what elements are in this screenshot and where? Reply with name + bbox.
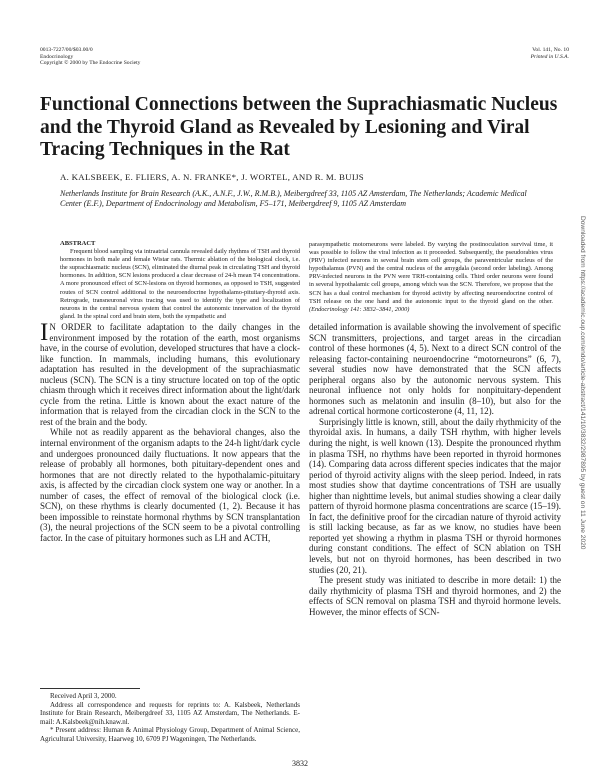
journal-name: Endocrinology bbox=[40, 53, 74, 60]
intro-paragraph-2: While not as readily apparent as the behavioral changes, also the internal environment of the organism adapts to the 24-h light/dark cycle and undergoes pronounced daily fluctuations. It now appears that the release of probably all hormones, both pituitary-dependent ones and hormones that are not directly related to the hypothalamic-pituitary axis, is affected by the circadian clock system one way or another. In a number of cases, the effect of removal of the biological clock (i.e. SCN), on these rhythms is clearly documented (1, 2). Because it has been impossible to reinstate hormonal rhythms by SCN transplantation (3), the neural projections of the SCN seem to be a pivotal controlling factor. In the case of pituitary hormones such as LH and ACTH, bbox=[40, 427, 300, 543]
printed-line: Printed in U.S.A. bbox=[530, 53, 569, 60]
affiliation: Netherlands Institute for Brain Research (A.K., A.N.F., J.W., R.M.B.), Meibergdreef 33, 1105 AZ Amsterdam, The Netherlands; Academic Medical Center (E.F.), Department of Endocrinology and Metabolism, F5–171, Meibergdreef 9, 1105 AZ Amsterdam bbox=[60, 189, 527, 209]
footnote-rule bbox=[40, 688, 140, 689]
page-number: 3832 bbox=[292, 759, 308, 768]
intro-paragraph-1: I N ORDER to facilitate adaptation to the daily changes in the environment imposed by the rotation of the earth, most organisms have, in the course of evolution, developed structures that have a clock-like function. In mammals, including humans, this evolutionary adaptation has resulted in the development of the suprachiasmatic nucleus (SCN). The SCN is a tiny structure located on top of the optic chiasm through which it receives direct information about the light/dark cycle from the retina. Little is known about the exact nature of the information that is relayed from the circadian clock in the SCN to the rest of the brain and the body. bbox=[40, 319, 300, 427]
footnote-present-address: * Present address: Human & Animal Physiology Group, Department of Animal Science, Agricultural University, Haarweg 10, 6709 PJ Wageningen, The Netherlands. bbox=[40, 726, 300, 743]
abstract-text-left: Frequent blood sampling via intraatrial cannula revealed daily rhythms of TSH and thyroid hormones in both male and female Wistar rats. Thermic ablation of the biological clock, i.e. the suprachiasmatic nucleus (SCN), eliminated the diurnal peak in circulating TSH and thyroid hormones. In addition, SCN lesions produced a clear decrease of 24-h mean T4 concentrations. A more pronounced effect of SCN-lesions on thyroid hormones, as opposed to TSH, suggested routes of SCN control additional to the neuroendocrine hypothalamo-pituitary-thyroid axis. Retrograde, transneuronal virus tracing was used to identify the type and localization of neurons in the central nervous system that control the autonomic innervation of the thyroid gland. In the spinal cord and brain stem, both the sympathetic and bbox=[60, 248, 300, 320]
author-list: A. KALSBEEK, E. FLIERS, A. N. FRANKE*, J. WORTEL, AND R. M. BUIJS bbox=[60, 172, 364, 182]
drop-cap: I bbox=[40, 319, 49, 346]
footnotes bbox=[40, 692, 300, 744]
body-paragraph-continued: detailed information is available showing the involvement of specific SCN transmitters, projections, and target areas in the circadian control of these hormones (4, 5). Next to a direct SCN control of the releasing factor-containing neuroendocrine “motorneurons” (6, 7), several studies now have demonstrated that the SCN affects peripheral organs also by the autonomic nervous system. This neuronal influence not only holds for nonpituitary-dependent hormones such as melatonin and insulin (8–10), but also for the adrenal cortical hormone corticosterone (4, 11, 12). bbox=[309, 322, 561, 417]
abstract-right-column bbox=[309, 241, 553, 314]
body-paragraph-rhythmicity: Surprisingly little is known, still, about the daily rhythmicity of the thyroidal axis. In humans, a daily TSH rhythm, with higher levels during the night, is well known (13). Despite the pronounced rhythm in plasma TSH, no rhythms have been reported in thyroid hormones (14). Comparing data across different species indicates that the major period of thyroid activity aligns with the sleep period. Indeed, in rats most studies show that daytime concentrations of TSH are usually higher than nighttime levels, but animal studies showing a clear daily pattern of thyroid hormone plasma concentrations are scarce (15–19). In fact, the definitive proof for the circadian nature of thyroid activity is still lacking because, as far as we know, no studies have been reported yet showing a rhythm in plasma TSH or thyroid hormones during constant conditions. The effect of SCN ablation on TSH levels, but not on thyroid hormones, has been described in two studies (20, 21). bbox=[309, 416, 561, 575]
volume-line: Vol. 141, No. 10 bbox=[532, 47, 569, 53]
abstract-left-column bbox=[60, 240, 300, 321]
body-paragraph-present-study: The present study was initiated to describe in more detail: 1) the daily rhythmicity of plasma TSH and thyroid hormones, and 2) the effects of SCN removal on plasma TSH and thyroid hormone levels. However, the minor effects of SCN- bbox=[309, 575, 561, 617]
abstract-citation: (Endocrinology 141: 3832–3841, 2000) bbox=[309, 305, 410, 313]
abstract-heading: ABSTRACT bbox=[60, 240, 96, 247]
copyright-line: Copyright © 2000 by The Endocrine Society bbox=[40, 60, 141, 67]
footnote-correspondence: Address all correspondence and requests for reprints to: A. Kalsbeek, Netherlands Institute for Brain Research, Meibergdreef 33, 1105 AZ Amsterdam, The Netherlands. E-mail: A.Kalsbeek@nih.knaw.nl. bbox=[40, 700, 300, 726]
issn-line: 0013-7227/00/$03.00/0 bbox=[40, 47, 93, 53]
body-right-column bbox=[309, 322, 561, 617]
abstract-text-right: parasympathetic motorneurons were labeled. By varying the postinoculation survival time, it was possible to follow the viral infection as it proceeded. Subsequently, the pseudorabies virus (PRV) infected neurons in several brain stem cell groups, the paraventricular nucleus of the hypothalamus (PVN) and the central nucleus of the amygdala (second order labeling). Among PRV-infected neurons in the PVN were TRH-containing cells. Third order neurons were found in several hypothalamic cell groups, among which was the SCN. Therefore, we propose that the SCN has a dual control mechanism for thyroid activity by affecting neuroendocrine control of TSH release on the one hand and the autonomic input to the thyroid gland on the other. (Endocrinology 141: 3832–3841, 2000) bbox=[309, 241, 553, 313]
download-watermark: Downloaded from https://academic.oup.com/endo/article-abstract/141/10/3832/2987895 by guest on 11 June 2020 bbox=[579, 216, 586, 550]
footnote-received: Received April 3, 2000. bbox=[50, 692, 117, 700]
journal-header bbox=[40, 47, 140, 67]
article-title: Functional Connections between the Suprachiasmatic Nucleus and the Thyroid Gland as Revealed by Lesioning and Viral Tracing Techniques in the Rat bbox=[40, 94, 558, 160]
volume-header bbox=[531, 47, 569, 60]
body-left-column bbox=[40, 319, 300, 543]
